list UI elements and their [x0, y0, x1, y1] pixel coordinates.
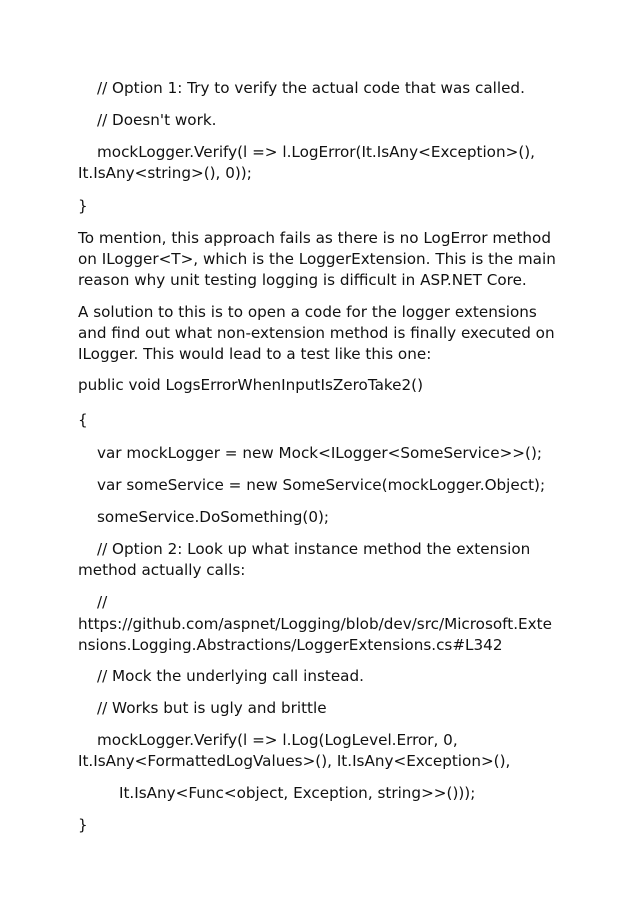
- code-comment-continuation: method actually calls:: [78, 561, 246, 579]
- paragraph-line: on ILogger<T>, which is the LoggerExtension. This is the main: [78, 250, 556, 268]
- code-comment-line: // Works but is ugly and brittle: [97, 699, 327, 717]
- code-comment-url-continuation: nsions.Logging.Abstractions/LoggerExtensions.cs#L342: [78, 636, 503, 654]
- paragraph-line: and find out what non-extension method is finally executed on: [78, 324, 555, 342]
- code-opening-brace: {: [78, 411, 88, 429]
- code-line: mockLogger.Verify(l => l.LogError(It.IsAny<Exception>(),: [97, 143, 536, 161]
- code-comment-line: // Option 2: Look up what instance method the extension: [97, 540, 531, 558]
- code-line: var mockLogger = new Mock<ILogger<SomeService>>();: [97, 444, 542, 462]
- code-closing-brace: }: [78, 816, 88, 834]
- code-comment-line: // Doesn't work.: [97, 111, 217, 129]
- paragraph-line: A solution to this is to open a code for the logger extensions: [78, 303, 537, 321]
- code-comment-line: // Option 1: Try to verify the actual code that was called.: [97, 79, 525, 97]
- code-line: mockLogger.Verify(l => l.Log(LogLevel.Error, 0,: [97, 731, 458, 749]
- code-line: someService.DoSomething(0);: [97, 508, 330, 526]
- code-method-signature: public void LogsErrorWhenInputIsZeroTake2(): [78, 376, 424, 394]
- code-line-continuation: It.IsAny<string>(), 0));: [78, 164, 252, 182]
- code-line: var someService = new SomeService(mockLogger.Object);: [97, 476, 546, 494]
- paragraph-line: ILogger. This would lead to a test like this one:: [78, 345, 432, 363]
- code-line-continuation: It.IsAny<Func<object, Exception, string>>()));: [119, 784, 476, 802]
- paragraph-line: reason why unit testing logging is difficult in ASP.NET Core.: [78, 271, 527, 289]
- code-line-continuation: It.IsAny<FormattedLogValues>(), It.IsAny<Exception>(),: [78, 752, 511, 770]
- code-comment-url: https://github.com/aspnet/Logging/blob/dev/src/Microsoft.Exte: [78, 615, 552, 633]
- code-closing-brace: }: [78, 197, 88, 215]
- code-comment-line: //: [97, 593, 108, 611]
- paragraph-line: To mention, this approach fails as there is no LogError method: [78, 229, 551, 247]
- code-comment-line: // Mock the underlying call instead.: [97, 667, 364, 685]
